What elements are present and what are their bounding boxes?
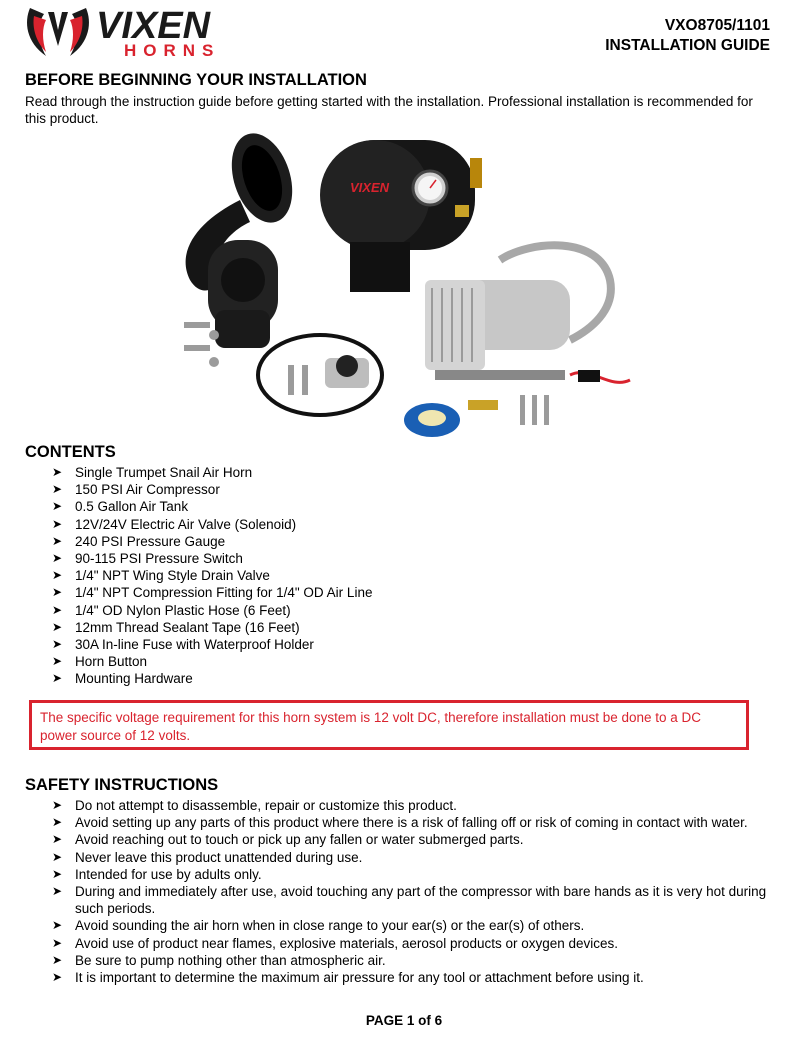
list-item: ➤ Mounting Hardware [52,671,193,687]
contents-heading: CONTENTS [25,443,116,461]
list-item: ➤ Horn Button [52,654,148,670]
list-item: ➤ 90-115 PSI Pressure Switch [52,551,243,567]
logo-secondary-text: HORNS [124,41,221,58]
arrow-bullet-icon: ➤ [52,533,63,548]
arrow-bullet-icon: ➤ [52,482,63,497]
list-item: ➤ 1/4" NPT Compression Fitting for 1/4" OD Air Line [52,585,373,601]
list-item: ➤ It is important to determine the maximum air pressure for any tool or attachment before using it. [52,970,644,986]
list-item: ➤ Be sure to pump nothing other than atmospheric air. [52,952,386,968]
voltage-warning-box [29,700,749,750]
doc-code: VXO8705/1101 [664,17,770,34]
compressor-illustration [425,280,570,380]
list-item: ➤ Single Trumpet Snail Air Horn [52,465,253,480]
list-item: ➤ 0.5 Gallon Air Tank [52,499,189,515]
arrow-bullet-icon: ➤ [52,884,63,899]
arrow-bullet-icon: ➤ [52,918,63,933]
arrow-bullet-icon: ➤ [52,952,63,967]
air-horn-illustration [186,130,303,348]
arrow-bullet-icon: ➤ [52,832,63,847]
arrow-bullet-icon: ➤ [52,849,63,864]
product-photo [170,130,640,440]
safety-section [25,776,785,986]
list-item: ➤ Avoid sounding the air horn when in close range to your ear(s) or the ear(s) of others. [52,918,585,934]
list-item: ➤ 240 PSI Pressure Gauge [52,533,226,549]
vixen-horns-logo [24,2,240,58]
list-item: ➤ 1/4" NPT Wing Style Drain Valve [52,568,270,584]
doc-type: INSTALLATION GUIDE [605,37,770,54]
list-item: ➤ 150 PSI Air Compressor [52,482,220,498]
logo-primary-text: VIXEN [96,5,211,47]
arrow-bullet-icon: ➤ [52,499,63,514]
arrow-bullet-icon: ➤ [52,551,63,566]
list-item: ➤ Do not attempt to disassemble, repair or customize this product. [52,798,457,813]
list-item: ➤ Avoid setting up any parts of this product where there is a risk of falling off or risk of coming in contact with water. [52,815,748,831]
sealant-tape-illustration [404,403,460,437]
arrow-bullet-icon: ➤ [52,516,63,531]
arrow-bullet-icon: ➤ [52,866,63,881]
safety-heading: SAFETY INSTRUCTIONS [25,776,219,794]
contents-section [25,443,785,688]
arrow-bullet-icon: ➤ [52,568,63,583]
list-item: ➤ Avoid reaching out to touch or pick up any fallen or water submerged parts. [52,832,524,848]
list-item: ➤ 12V/24V Electric Air Valve (Solenoid) [52,516,297,532]
before-section [25,71,775,127]
document-id [605,16,770,56]
arrow-bullet-icon: ➤ [52,935,63,950]
page-number: PAGE 1 of 6 [365,1013,443,1028]
horn-button-illustration [325,355,369,388]
tank-label: VIXEN [350,180,390,195]
voltage-warning-text: The specific voltage requirement for this horn system is 12 volt DC, therefore installation must be done to a DC power source of 12 volts. [40,710,702,743]
arrow-bullet-icon: ➤ [52,671,63,686]
arrow-bullet-icon: ➤ [52,585,63,600]
fuse-holder-illustration [570,370,630,382]
air-tank-illustration [320,140,482,292]
arrow-bullet-icon: ➤ [52,465,63,479]
arrow-bullet-icon: ➤ [52,637,63,652]
list-item: ➤ 30A In-line Fuse with Waterproof Holder [52,637,314,653]
list-item: ➤ During and immediately after use, avoid touching any part of the compressor with bare hands as it is very hot during such periods. [52,884,767,917]
list-item: ➤ Never leave this product unattended during use. [52,849,363,865]
list-item: ➤ Intended for use by adults only. [52,866,262,882]
arrow-bullet-icon: ➤ [52,654,63,669]
horns-emblem-icon [27,8,89,56]
arrow-bullet-icon: ➤ [52,619,63,634]
list-item: ➤ Avoid use of product near flames, explosive materials, aerosol products or oxygen devices. [52,935,619,951]
list-item: ➤ 1/4" OD Nylon Plastic Hose (6 Feet) [52,602,291,618]
arrow-bullet-icon: ➤ [52,970,63,985]
safety-list [25,797,785,986]
contents-list [25,464,785,688]
list-item: ➤ 12mm Thread Sealant Tape (16 Feet) [52,619,300,635]
before-heading: BEFORE BEGINNING YOUR INSTALLATION [25,71,367,89]
before-text: Read through the instruction guide before getting started with the installation. Professional installation is recommended for this product. [25,94,753,126]
arrow-bullet-icon: ➤ [52,602,63,617]
arrow-bullet-icon: ➤ [52,815,63,830]
arrow-bullet-icon: ➤ [52,798,63,812]
